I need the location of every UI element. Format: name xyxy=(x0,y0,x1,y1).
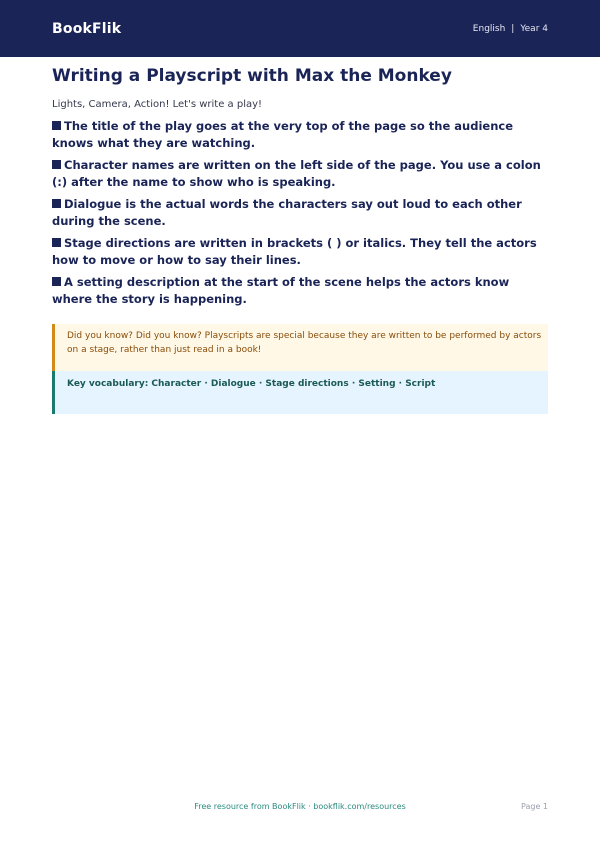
meta-separator: | xyxy=(511,23,515,34)
square-bullet-icon xyxy=(52,121,61,130)
square-bullet-icon xyxy=(52,199,61,208)
list-item xyxy=(52,196,548,230)
intro-text: Lights, Camera, Action! Let's write a play! xyxy=(52,99,263,110)
point-text: Stage directions are written in brackets ( ) or italics. They tell the actors how to move or how to say their lines. xyxy=(52,236,537,267)
list-item xyxy=(52,235,548,269)
page-title: Writing a Playscript with Max the Monkey xyxy=(52,66,452,86)
callout-text: Did you know? Did you know? Playscripts are special because they are written to be performed by actors on a stage, rather than just read in a book! xyxy=(67,331,542,355)
footer-resource-link[interactable]: Free resource from BookFlik · bookflik.com/resources xyxy=(194,802,406,811)
point-text: A setting description at the start of the scene helps the actors know where the story is happening. xyxy=(52,275,510,306)
point-text: Character names are written on the left side of the page. You use a colon (:) after the name to show who is speaking. xyxy=(52,158,541,189)
point-text: Dialogue is the actual words the characters say out loud to each other during the scene. xyxy=(52,197,522,228)
square-bullet-icon xyxy=(52,238,61,247)
square-bullet-icon xyxy=(52,277,61,286)
key-vocabulary-box xyxy=(52,371,548,414)
did-you-know-callout xyxy=(52,324,548,371)
list-item xyxy=(52,157,548,191)
list-item xyxy=(52,274,548,308)
list-item xyxy=(52,118,548,152)
point-text: The title of the play goes at the very top of the page so the audience knows what they are watching. xyxy=(52,119,514,150)
square-bullet-icon xyxy=(52,160,61,169)
vocab-text: Key vocabulary: Character · Dialogue · Stage directions · Setting · Script xyxy=(67,379,436,389)
header-meta xyxy=(473,24,548,34)
subject-label: English xyxy=(472,23,506,34)
page-header xyxy=(0,0,600,57)
brand-logo[interactable]: BookFlik xyxy=(52,20,122,37)
main-content xyxy=(52,64,548,414)
page-number: Page 1 xyxy=(521,802,548,811)
year-label: Year 4 xyxy=(520,23,548,34)
key-points-list xyxy=(52,118,548,308)
